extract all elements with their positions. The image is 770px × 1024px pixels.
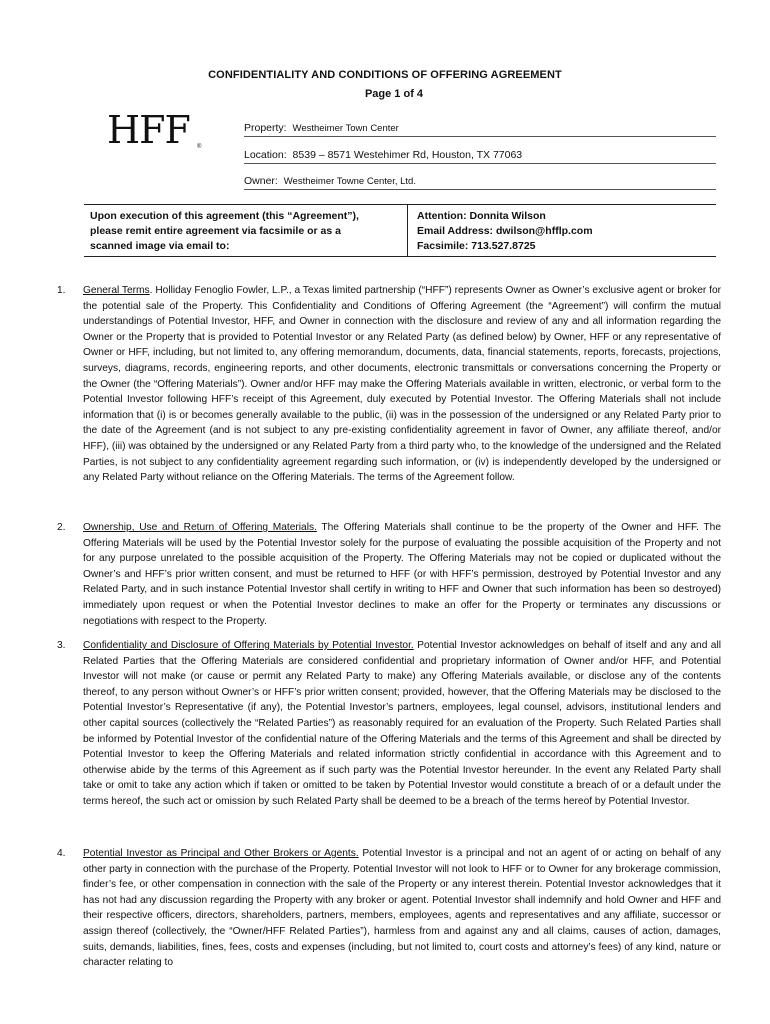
registered-mark: ® [197,144,202,150]
section-body [83,638,721,810]
section-text: The Offering Materials shall continue to be the property of the Owner and HFF. The Offering Materials will be used by the Potential Investor solely for the purpose of evaluating the possible acquisition of the Property and not for any purpose unrelated to the possible acquisition of the Property. The Offering Materials may not be copied or duplicated without the Owner’s and HFF’s prior written consent, and must be returned to HFF (or with HFF’s permission, destroyed by Potential Investor and any Related Party, and in such instance Potential Investor shall certify in writing to HFF and Owner that such information has been so destroyed) immediately upon request or when the Potential Investor declines to make an offer for the Property or terminates any discussions or negotiations with respect to the Property. [83,522,722,627]
section-ownership [57,520,721,629]
document-title: CONFIDENTIALITY AND CONDITIONS OF OFFERING AGREEMENT [208,69,562,81]
section-heading: Confidentiality and Disclosure of Offering Materials by Potential Investor. [83,640,414,651]
section-text: Potential Investor is a principal and not an agent of or acting on behalf of any other party in connection with the purchase of the Property. Potential Investor will not look to HFF or to Owner for any brokerage commission, finder’s fee, or other compensation in connection with the sale of the Property or any interest therein. Potential Investor acknowledges that it has not had any discussion regarding the Property with any broker or agent. Potential Investor shall indemnify and hold Owner and HFF and their respective officers, directors, shareholders, partners, members, employees, agents and representatives and any affiliate, successor or assign thereof (collectively, the “Owner/HFF Related Parties”), harmless from and against any and all claims, causes of action, damages, suits, demands, liabilities, fines, fees, costs and expenses (including, but not limited to, court costs and attorney’s fees) of any kind, nature or character relating to [83,848,721,969]
property-line [244,122,716,137]
section-principal [57,846,721,971]
section-text: Potential Investor acknowledges on behalf of itself and any and all Related Parties that the Offering Materials are considered confidential and proprietary information of Owner and/or HFF, and Potential Investor will not make (or cause or permit any Related Party to make) any Offering Materials available, or disclose any of the contents thereof, to any person without Owner’s or HFF’s prior written consent; provided, however, that the Offering Materials may be disclosed to the Potential Investor’s Representative (if any), the Potential Investor’s partners, employees, legal counsel, advisors, institutional lenders and other capital sources (collectively the “Related Parties”) as reasonably required for an evaluation of the Property. Such Related Parties shall be informed by Potential Investor of the confidential nature of the Offering Materials and the terms of this Agreement and shall be directed by Potential Investor to keep the Offering Materials and related information strictly confidential in accordance with this Agreement and to otherwise abide by the terms of this Agreement as if such party was the Potential Investor hereunder. In the event any Related Party shall take or omit to take any action which if taken or omitted to be taken by Potential Investor would constitute a breach of or a default under the terms hereof, the such act or omission by such Related Party shall be deemed to be a breach of the terms hereof by Potential Investor. [83,640,721,807]
instruction-line: Upon execution of this agreement (this “Agreement”), [90,210,359,222]
instruction-line: please remit entire agreement via facsimile or as a [90,225,341,237]
property-value: Westheimer Town Center [292,123,399,134]
section-text: . Holliday Fenoglio Fowler, L.P., a Texas limited partnership (“HFF”) represents Owner as Owner’s exclusive agent or broker for the potential sale of the Property. This Confidentiality and Conditions of Offering Agreement (the “Agreement”) will confirm the mutual understandings of Potential Investor, HFF, and Owner in connection with the disclosure and review of any and all information regarding the Owner or the Property that is provided to Potential Investor or any Related Party (as defined below) by Owner, HFF or any representative of Owner or HFF, including, but not limited to, any offering memorandum, documents, data, financial statements, reports, forecasts, projections, surveys, diagrams, records, engineering reports, and other documents, electronic transmittals or conversations concerning the Property or the Owner (the “Offering Materials”). Owner and/or HFF may make the Offering Materials available in written, electronic, or verbal form to the Potential Investor following HFF’s receipt of this Agreement, duly executed by Potential Investor. The Offering Materials shall not include information that (i) is or becomes generally available to the public, (ii) was in the possession of the undersigned or any Related Party prior to the date of the Agreement (and is not subject to any pre-existing confidentiality agreement in favor of Owner, any affiliate thereof, and/or HFF), (iii) was obtained by the undersigned or any Related Party from a third party who, to the knowledge of the undersigned and the Related Parties, is not subject to any confidentiality agreement regarding such information, or (iv) is independently developed by the undersigned or any Related Party without reliance on the Offering Materials. The terms of the Agreement follow. [83,285,722,484]
section-confidentiality [57,638,721,810]
section-heading: Potential Investor as Principal and Other Brokers or Agents. [83,848,359,859]
section-body [83,520,721,629]
owner-value: Westheimer Towne Center, Ltd. [283,176,416,187]
contact-details [417,209,717,254]
execution-instructions-box [84,204,716,257]
remit-instructions [90,209,400,254]
section-number: 4. [57,848,66,859]
location-line [244,149,716,164]
location-label: Location: [244,149,287,161]
email-line: Email Address: dwilson@hfflp.com [417,225,593,237]
section-number: 2. [57,522,66,533]
section-number: 1. [57,285,66,296]
attention-line: Attention: Donnita Wilson [417,210,546,222]
section-heading: Ownership, Use and Return of Offering Materials. [83,522,317,533]
section-body [83,283,721,486]
page-number: Page 1 of 4 [364,88,424,100]
section-body [83,846,721,971]
section-general-terms [57,283,721,486]
owner-line [244,175,716,190]
instruction-line: scanned image via email to: [90,240,230,252]
hff-logo: HFF [107,108,190,152]
location-value: 8539 – 8571 Westehimer Rd, Houston, TX 77063 [292,149,523,161]
fax-line: Facsimile: 713.527.8725 [417,240,536,252]
property-label: Property: [244,122,287,134]
box-divider [407,205,408,256]
owner-label: Owner: [244,175,278,187]
section-number: 3. [57,640,66,651]
section-heading: General Terms [83,285,150,296]
